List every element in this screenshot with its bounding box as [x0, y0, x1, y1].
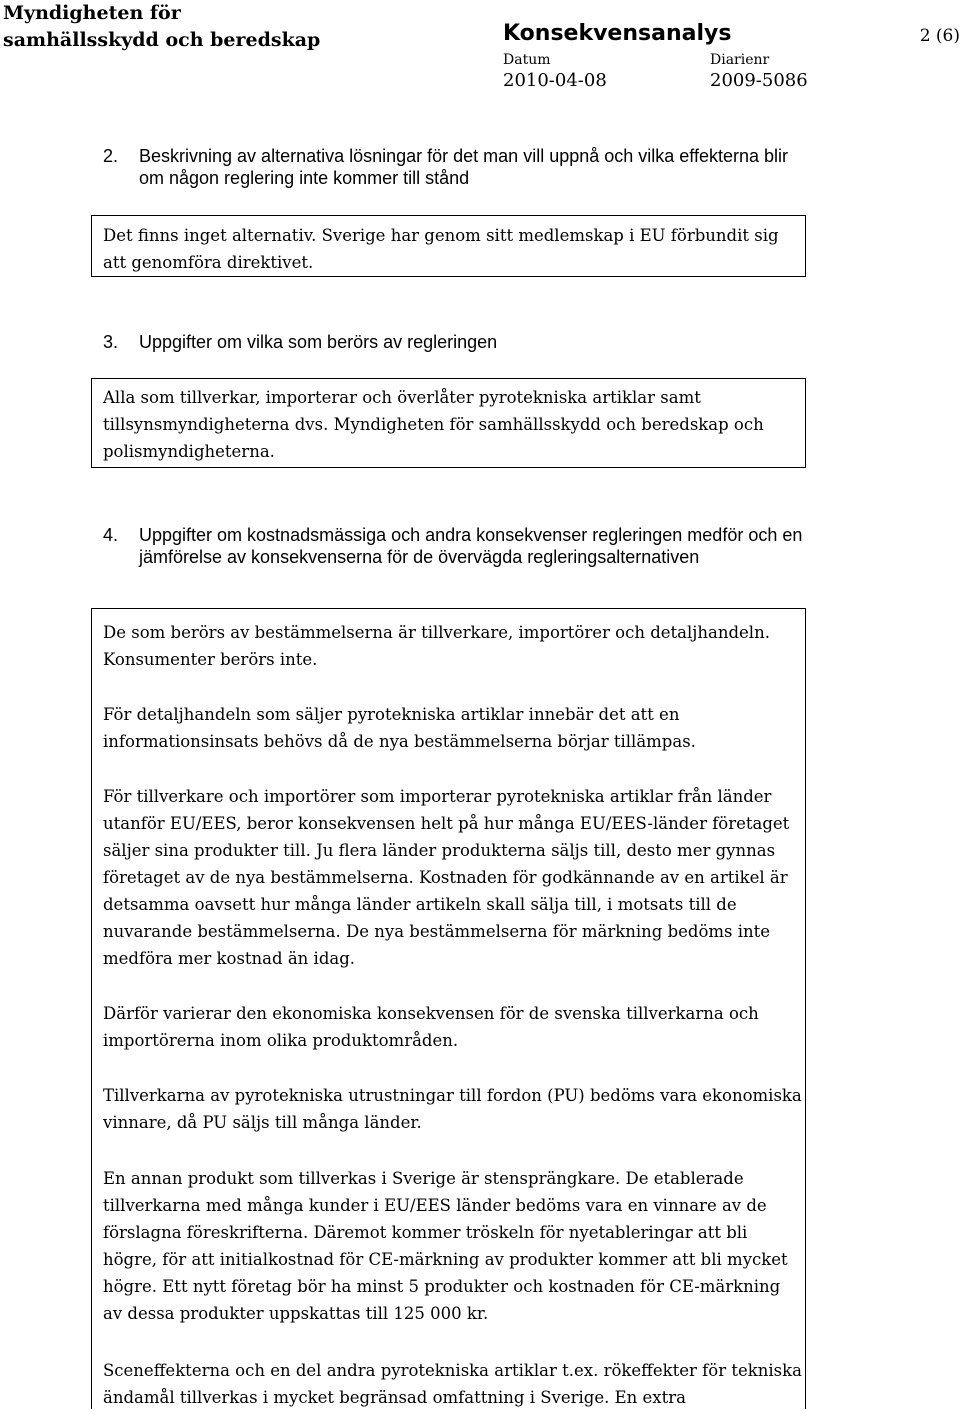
section-number: 3.: [103, 332, 119, 352]
section-3-paragraph: Alla som tillverkar, importerar och överlåter pyrotekniska artiklar samt tillsynsmyndigheterna dvs. Myndigheten för samhällsskydd och beredskap och polismyndigheterna.: [103, 388, 764, 461]
organization-name-line2: samhällsskydd och beredskap: [3, 29, 321, 51]
section-heading-text: Uppgifter om kostnadsmässiga och andra konsekvenser regleringen medför och en jämförelse av konsekvenserna för de övervägda regleringsalternativen: [139, 525, 803, 567]
section-4-paragraph: En annan produkt som tillverkas i Sverige är stensprängkare. De etablerade tillverkarna med många kunder i EU/EES länder bedöms vara en vinnare av de förslagna föreskrifterna. Däremot kommer tröskeln för nyetableringar att bli högre, för att initialkostnad för CE-märkning av produkter kommer att bli mycket högre. Ett nytt företag bör ha minst 5 produkter och kostnaden för CE-märkning av dessa produkter uppskattas till 125 000 kr.: [103, 1169, 788, 1323]
section-4-paragraph: För detaljhandeln som säljer pyrotekniska artiklar innebär det att en informationsinsats behövs då de nya bestämmelserna börjar tillämpas.: [103, 705, 696, 751]
section-heading-text: Beskrivning av alternativa lösningar för det man vill uppnå och vilka effekterna blir om någon reglering inte kommer till stånd: [139, 146, 789, 188]
section-4-paragraph: Sceneffekterna och en del andra pyrotekniska artiklar t.ex. rökeffekter för tekniska ändamål tillverkas i mycket begränsad omfattning i Sverige. En extra: [103, 1361, 802, 1407]
date-value: 2010-04-08: [503, 70, 607, 91]
organization-name: [3, 0, 320, 54]
section-number: 2.: [103, 146, 119, 166]
organization-name-line1: Myndigheten för: [3, 2, 181, 24]
page-number: 2 (6): [919, 26, 960, 46]
section-heading-4: [103, 524, 803, 568]
section-heading-3: [103, 331, 803, 353]
section-4-paragraph: De som berörs av bestämmelserna är tillverkare, importörer och detaljhandeln. Konsumenter berörs inte.: [103, 623, 770, 669]
section-2-paragraph: Det finns inget alternativ. Sverige har genom sitt medlemskap i EU förbundit sig att genomföra direktivet.: [103, 226, 779, 272]
section-heading-text: Uppgifter om vilka som berörs av regleringen: [139, 332, 498, 352]
section-4-paragraph: Tillverkarna av pyrotekniska utrustningar till fordon (PU) bedöms vara ekonomiska vinnare, då PU säljs till många länder.: [103, 1086, 802, 1132]
document-title: Konsekvensanalys: [503, 21, 732, 46]
section-4-paragraph: Därför varierar den ekonomiska konsekvensen för de svenska tillverkarna och importörerna inom olika produktområden.: [103, 1004, 759, 1050]
section-heading-2: [103, 145, 803, 189]
diarienr-value: 2009-5086: [710, 70, 808, 91]
section-number: 4.: [103, 525, 119, 545]
section-4-paragraph: För tillverkare och importörer som importerar pyrotekniska artiklar från länder utanför EU/EES, beror konsekvensen helt på hur många EU/EES-länder företaget säljer sina produkter till. Ju flera länder produkterna säljs till, desto mer gynnas företaget av de nya bestämmelserna. Kostnaden för godkännande av en artikel är detsamma oavsett hur många länder artikeln skall sälja till, i motsats till de nuvarande bestämmelserna. De nya bestämmelserna för märkning bedöms inte medföra mer kostnad än idag.: [103, 787, 790, 968]
date-label: Datum: [503, 52, 551, 68]
diarienr-label: Diarienr: [710, 52, 770, 68]
